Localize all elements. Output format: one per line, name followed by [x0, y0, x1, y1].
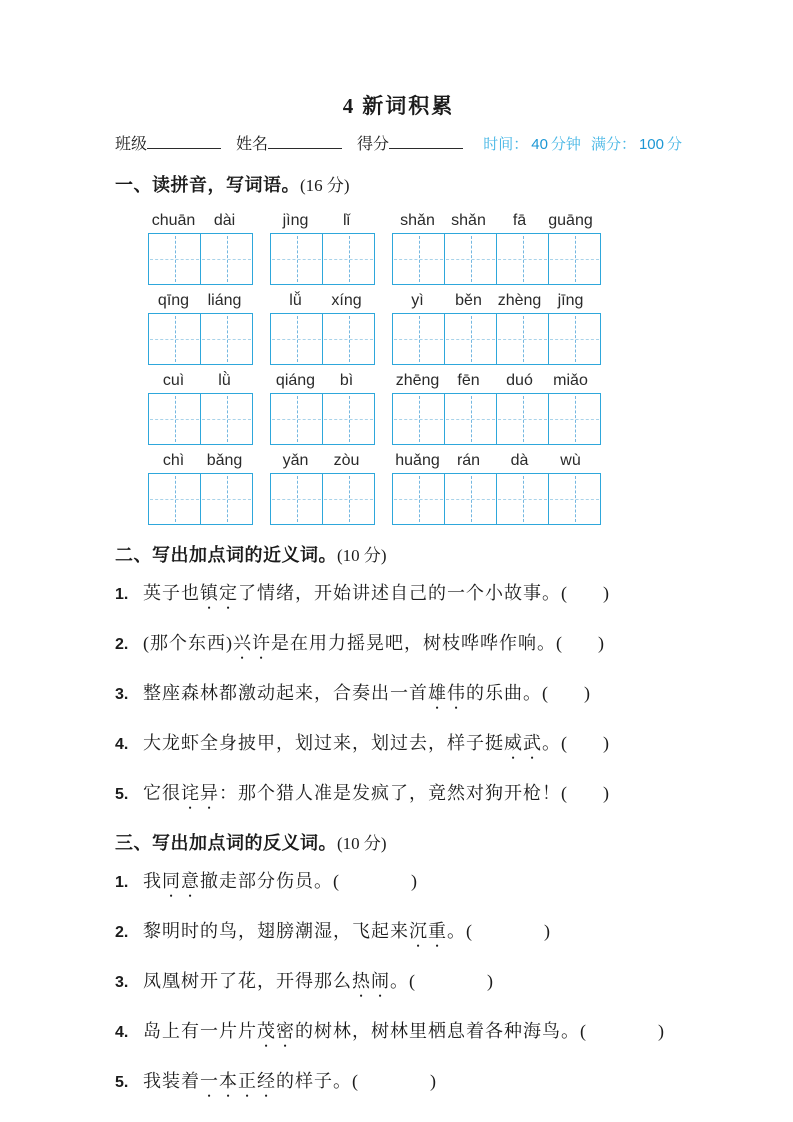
- pinyin-syllable: shǎn: [400, 212, 435, 229]
- sentence-text: 凤凰树开了花，开得那么: [143, 971, 352, 991]
- emphasized-word: 兴许: [233, 633, 271, 653]
- class-label: 班级: [115, 136, 148, 153]
- antonym-items: [115, 869, 682, 1101]
- section1-points: (16 分): [300, 176, 350, 195]
- section3-points: (10 分): [337, 834, 387, 853]
- sentence-text: 的乐曲。: [466, 683, 542, 703]
- name-label: 姓名: [236, 136, 269, 153]
- question-number: 4.: [115, 736, 129, 753]
- sentence-text: 大龙虾全身披甲，划过来，划过去，样子挺: [143, 733, 504, 753]
- writing-cell: [393, 394, 445, 444]
- writing-grid: [148, 473, 253, 525]
- writing-cell: [497, 314, 549, 364]
- pinyin-syllable: liáng: [207, 292, 242, 309]
- pinyin-syllable: wù: [560, 452, 581, 469]
- pinyin-syllable: xíng: [331, 292, 362, 309]
- writing-cell: [201, 394, 252, 444]
- writing-grid: [270, 473, 375, 525]
- question-item: [115, 1019, 682, 1051]
- writing-cell: [549, 474, 600, 524]
- pinyin-word-group: [148, 291, 253, 365]
- emphasized-word: 一本正经: [200, 1071, 276, 1091]
- question-text: [143, 869, 417, 901]
- writing-cell: [149, 474, 201, 524]
- writing-cell: [201, 314, 252, 364]
- pinyin-word-group: [270, 211, 375, 285]
- pinyin-syllable: yì: [411, 292, 424, 309]
- pinyin-word-group: [148, 371, 253, 445]
- writing-grid: [270, 233, 375, 285]
- sentence-text: 我: [143, 871, 162, 891]
- question-text: [143, 631, 604, 663]
- pinyin-line: [270, 371, 375, 391]
- sentence-text: 黎明时的鸟，翅膀潮湿，飞起来: [143, 921, 409, 941]
- pinyin-syllable: lǚ: [289, 292, 302, 309]
- pinyin-line: [270, 291, 375, 311]
- question-text: [143, 731, 609, 763]
- writing-cell: [393, 314, 445, 364]
- header-row: [115, 131, 682, 153]
- synonym-items: [115, 581, 682, 813]
- sentence-text: 它很: [143, 783, 181, 803]
- question-number: 3.: [115, 974, 129, 991]
- question-number: 2.: [115, 636, 129, 653]
- pinyin-line: [148, 291, 253, 311]
- question-item: [115, 631, 682, 663]
- emphasized-word: 威武: [504, 733, 542, 753]
- score-label: 得分: [357, 136, 390, 153]
- pinyin-syllable: cuì: [162, 372, 185, 389]
- question-text: [143, 681, 590, 713]
- pinyin-syllable: guāng: [548, 212, 593, 229]
- section1-title: 一、读拼音，写词语。: [115, 175, 300, 195]
- question-number: 1.: [115, 874, 129, 891]
- writing-cell: [393, 474, 445, 524]
- sentence-text: 。: [447, 921, 466, 941]
- pinyin-word-group: [148, 451, 253, 525]
- full-score-unit: 分: [666, 136, 682, 153]
- pinyin-line: [148, 371, 253, 391]
- pinyin-syllable: bì: [339, 372, 354, 389]
- pinyin-line: [270, 211, 375, 231]
- writing-grid: [392, 473, 601, 525]
- writing-cell: [549, 394, 600, 444]
- sentence-text: 岛上有一片片: [143, 1021, 257, 1041]
- sentence-text: 是在用力摇晃吧，树枝哗哗作响。: [271, 633, 556, 653]
- pinyin-word-group: [392, 211, 601, 285]
- pinyin-grid-block: [148, 211, 682, 525]
- pinyin-syllable: miǎo: [553, 372, 588, 389]
- question-item: [115, 869, 682, 901]
- sentence-text: 了情绪，开始讲述自己的一个小故事。: [238, 583, 561, 603]
- section1-heading: [115, 173, 682, 199]
- writing-cell: [393, 234, 445, 284]
- writing-grid: [148, 233, 253, 285]
- pinyin-syllable: bǎng: [206, 452, 243, 469]
- writing-cell: [497, 234, 549, 284]
- emphasized-word: 诧异: [181, 783, 219, 803]
- time-value: 40: [531, 136, 548, 153]
- sentence-text: ：那个猎人准是发疯了，竟然对狗开枪！: [219, 783, 561, 803]
- time-label: 时间：: [483, 136, 529, 153]
- question-text: [143, 1019, 664, 1051]
- answer-blank: ( ): [352, 1071, 436, 1091]
- pinyin-line: [392, 211, 601, 231]
- writing-cell: [497, 394, 549, 444]
- pinyin-syllable: chì: [162, 452, 185, 469]
- name-field: [236, 131, 342, 154]
- answer-blank: ( ): [580, 1021, 664, 1041]
- writing-cell: [445, 474, 497, 524]
- question-item: [115, 581, 682, 613]
- pinyin-syllable: duó: [506, 372, 533, 389]
- pinyin-syllable: fā: [512, 212, 527, 229]
- writing-grid: [148, 393, 253, 445]
- question-item: [115, 919, 682, 951]
- sentence-text: 我装着: [143, 1071, 200, 1091]
- answer-blank: ( ): [556, 633, 604, 653]
- pinyin-syllable: běn: [455, 292, 482, 309]
- sentence-text: (那个东西): [143, 633, 233, 653]
- pinyin-syllable: chuān: [151, 212, 196, 229]
- question-number: 4.: [115, 1024, 129, 1041]
- question-item: [115, 969, 682, 1001]
- writing-cell: [201, 234, 252, 284]
- pinyin-line: [148, 211, 253, 231]
- answer-blank: ( ): [409, 971, 493, 991]
- writing-grid: [392, 313, 601, 365]
- writing-cell: [271, 394, 323, 444]
- sentence-text: 。: [390, 971, 409, 991]
- pinyin-syllable: lǐ: [342, 212, 351, 229]
- question-number: 5.: [115, 1074, 129, 1091]
- sentence-text: 的树林，树林里栖息着各种海鸟。: [295, 1021, 580, 1041]
- pinyin-grid-row: [148, 451, 682, 525]
- sentence-text: 的样子。: [276, 1071, 352, 1091]
- section2-points: (10 分): [337, 546, 387, 565]
- pinyin-line: [270, 451, 375, 471]
- pinyin-word-group: [270, 451, 375, 525]
- answer-blank: ( ): [561, 783, 609, 803]
- writing-cell: [445, 314, 497, 364]
- pinyin-syllable: dà: [510, 452, 529, 469]
- full-score-label: 满分：: [590, 136, 636, 153]
- question-item: [115, 731, 682, 763]
- emphasized-word: 雄伟: [428, 683, 466, 703]
- question-number: 2.: [115, 924, 129, 941]
- emphasized-word: 镇定: [200, 583, 238, 603]
- question-item: [115, 681, 682, 713]
- pinyin-syllable: shǎn: [451, 212, 486, 229]
- emphasized-word: 沉重: [409, 921, 447, 941]
- score-blank-line: [389, 134, 463, 149]
- pinyin-grid-row: [148, 211, 682, 285]
- question-number: 1.: [115, 586, 129, 603]
- pinyin-line: [392, 371, 601, 391]
- pinyin-line: [148, 451, 253, 471]
- full-score-value: 100: [638, 136, 664, 153]
- pinyin-word-group: [270, 291, 375, 365]
- writing-cell: [271, 474, 323, 524]
- pinyin-syllable: rán: [456, 452, 481, 469]
- writing-cell: [201, 474, 252, 524]
- emphasized-word: 热闹: [352, 971, 390, 991]
- writing-cell: [323, 234, 374, 284]
- writing-cell: [549, 314, 600, 364]
- sentence-text: 整座森林都激动起来，合奏出一首: [143, 683, 428, 703]
- section2-heading: [115, 543, 682, 569]
- pinyin-syllable: qiáng: [275, 372, 316, 389]
- writing-cell: [323, 474, 374, 524]
- question-number: 3.: [115, 686, 129, 703]
- writing-cell: [149, 394, 201, 444]
- writing-cell: [445, 234, 497, 284]
- pinyin-line: [392, 451, 601, 471]
- section3-heading: [115, 831, 682, 857]
- writing-cell: [497, 474, 549, 524]
- pinyin-word-group: [392, 291, 601, 365]
- section3-title: 三、写出加点词的反义词。: [115, 833, 337, 853]
- question-text: [143, 1069, 436, 1101]
- answer-blank: ( ): [466, 921, 550, 941]
- answer-blank: ( ): [542, 683, 590, 703]
- writing-cell: [149, 314, 201, 364]
- pinyin-word-group: [392, 371, 601, 445]
- title-text: 新词积累: [362, 95, 455, 118]
- section2-title: 二、写出加点词的近义词。: [115, 545, 337, 565]
- pinyin-word-group: [270, 371, 375, 445]
- writing-cell: [271, 314, 323, 364]
- pinyin-syllable: jīng: [557, 292, 584, 309]
- score-field: [357, 131, 463, 154]
- question-text: [143, 781, 609, 813]
- sentence-text: 英子也: [143, 583, 200, 603]
- emphasized-word: 同意: [162, 871, 200, 891]
- pinyin-syllable: fēn: [457, 372, 480, 389]
- writing-grid: [392, 233, 601, 285]
- pinyin-syllable: yǎn: [282, 452, 309, 469]
- answer-blank: ( ): [561, 583, 609, 603]
- pinyin-syllable: jìng: [282, 212, 309, 229]
- writing-cell: [445, 394, 497, 444]
- pinyin-syllable: zòu: [333, 452, 360, 469]
- writing-cell: [149, 234, 201, 284]
- writing-grid: [148, 313, 253, 365]
- pinyin-grid-row: [148, 371, 682, 445]
- writing-cell: [549, 234, 600, 284]
- title-number: 4: [342, 94, 354, 118]
- writing-cell: [271, 234, 323, 284]
- sentence-text: 撤走部分伤员。: [200, 871, 333, 891]
- pinyin-word-group: [392, 451, 601, 525]
- writing-grid: [392, 393, 601, 445]
- pinyin-syllable: lǜ: [218, 372, 231, 389]
- emphasized-word: 茂密: [257, 1021, 295, 1041]
- pinyin-line: [392, 291, 601, 311]
- question-item: [115, 1069, 682, 1101]
- pinyin-word-group: [148, 211, 253, 285]
- writing-cell: [323, 314, 374, 364]
- writing-grid: [270, 313, 375, 365]
- answer-blank: ( ): [333, 871, 417, 891]
- sentence-text: 。: [542, 733, 561, 753]
- answer-blank: ( ): [561, 733, 609, 753]
- pinyin-syllable: qīng: [157, 292, 190, 309]
- question-item: [115, 781, 682, 813]
- pinyin-syllable: huǎng: [395, 452, 440, 469]
- name-blank-line: [268, 134, 342, 149]
- page-title: [115, 94, 682, 119]
- pinyin-grid-row: [148, 291, 682, 365]
- class-blank-line: [147, 134, 221, 149]
- exam-meta: [483, 133, 682, 154]
- pinyin-syllable: zhèng: [497, 292, 542, 309]
- question-text: [143, 919, 550, 951]
- writing-cell: [323, 394, 374, 444]
- class-field: [115, 131, 221, 154]
- question-number: 5.: [115, 786, 129, 803]
- question-text: [143, 969, 493, 1001]
- writing-grid: [270, 393, 375, 445]
- time-unit: 分钟: [550, 136, 581, 153]
- pinyin-syllable: zhēng: [395, 372, 440, 389]
- pinyin-syllable: dài: [213, 212, 236, 229]
- question-text: [143, 581, 609, 613]
